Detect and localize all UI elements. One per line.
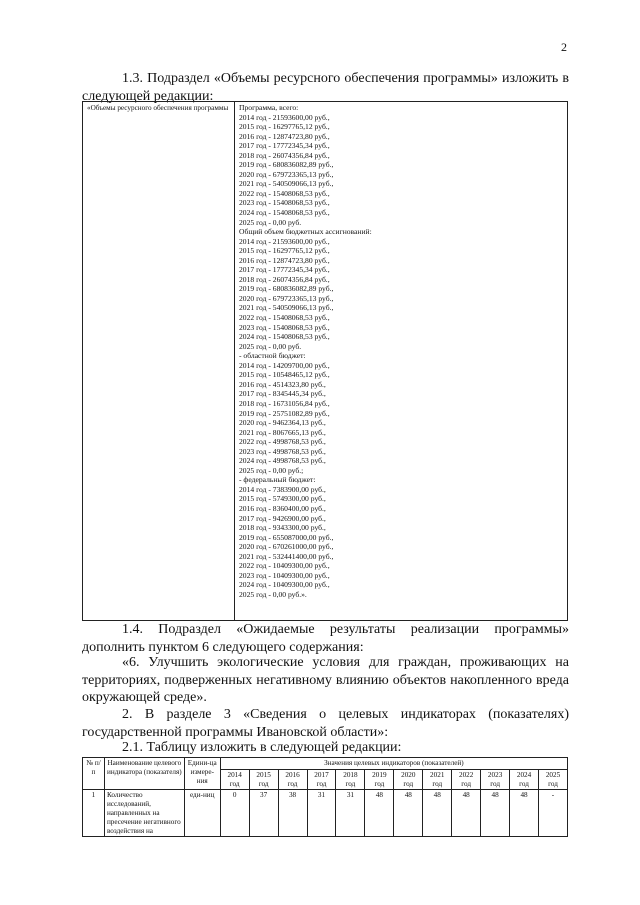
resource-table <box>82 101 568 621</box>
resource-line: 2018 год - 16731056,84 руб., <box>239 398 330 408</box>
resource-line: 2019 год - 25751082,89 руб., <box>239 408 330 418</box>
resource-line: 2023 год - 10409300,00 руб., <box>239 570 330 580</box>
resource-line: 2022 год - 15408068,53 руб., <box>239 188 330 198</box>
row-unit: еди-ниц <box>184 790 220 837</box>
resource-line: 2015 год - 16297765,12 руб., <box>239 122 330 132</box>
resource-line: 2016 год - 4514323,80 руб., <box>239 379 326 389</box>
resource-line: 2015 год - 10548465,12 руб., <box>239 370 330 380</box>
resource-line: 2017 год - 17772345,34 руб., <box>239 141 330 151</box>
resource-line: - федеральный бюджет: <box>239 475 316 485</box>
year-header: 2022 год <box>452 769 481 790</box>
year-header: 2024 год <box>510 769 539 790</box>
resource-line: 2019 год - 655087000,00 руб., <box>239 532 334 542</box>
resource-line: 2024 год - 15408068,53 руб., <box>239 332 330 342</box>
indicator-value: 48 <box>394 790 423 837</box>
resource-line: 2024 год - 15408068,53 руб., <box>239 208 330 218</box>
resource-line: 2015 год - 5749300,00 руб., <box>239 494 326 504</box>
resource-line: 2021 год - 540509066,13 руб., <box>239 303 334 313</box>
header-name: Наименование целевого индикатора (показателя) <box>104 758 184 790</box>
resource-line: 2016 год - 12874723,80 руб., <box>239 131 330 141</box>
year-header: 2020 год <box>394 769 423 790</box>
section-1-3-text: 1.3. Подраздел «Объемы ресурсного обеспечения программы» изложить в следующей редакции: <box>82 71 569 104</box>
resource-line: 2022 год - 10409300,00 руб., <box>239 561 330 571</box>
resource-line: 2024 год - 10409300,00 руб., <box>239 580 330 590</box>
year-header: 2021 год <box>423 769 452 790</box>
resource-line: 2024 год - 4998768,53 руб., <box>239 456 326 466</box>
resource-line: 2023 год - 4998768,53 руб., <box>239 446 326 456</box>
resource-line: 2016 год - 8360400,00 руб., <box>239 503 326 513</box>
resource-line: 2017 год - 8345445,34 руб., <box>239 389 326 399</box>
resource-line: 2014 год - 21593600,00 руб., <box>239 236 330 246</box>
year-header: 2016 год <box>278 769 307 790</box>
resource-table-label: «Объемы ресурсного обеспечения программы <box>83 102 235 620</box>
resource-line: 2025 год - 0,00 руб.». <box>239 589 307 599</box>
resource-line: 2025 год - 0,00 руб. <box>239 217 302 227</box>
year-header: 2015 год <box>249 769 278 790</box>
page-number: 2 <box>561 40 567 54</box>
resource-line: 2018 год - 26074356,84 руб., <box>239 150 330 160</box>
resource-table-values <box>235 102 567 620</box>
item-6-quote: «6. Улучшить экологические условия для граждан, проживающих на территориях, подверженных негативному влиянию объектов накопленного вреда окружающей среде». <box>82 655 569 705</box>
year-header: 2017 год <box>307 769 336 790</box>
resource-line: 2020 год - 9462364,13 руб., <box>239 418 326 428</box>
resource-line: 2014 год - 21593600,00 руб., <box>239 112 330 122</box>
resource-line: 2021 год - 8067665,13 руб., <box>239 427 326 437</box>
resource-line: 2021 год - 540509066,13 руб., <box>239 179 334 189</box>
resource-line: Программа, всего: <box>239 103 299 112</box>
header-unit: Едини-ца измере-ния <box>184 758 220 790</box>
indicator-value: 31 <box>336 790 365 837</box>
resource-line: 2015 год - 16297765,12 руб., <box>239 246 330 256</box>
section-2-1-text: 2.1. Таблицу изложить в следующей редакции: <box>122 740 402 755</box>
indicator-value: 37 <box>249 790 278 837</box>
row-number: 1 <box>83 790 105 837</box>
resource-line: 2025 год - 0,00 руб.; <box>239 465 304 475</box>
resource-line: 2023 год - 15408068,53 руб., <box>239 198 330 208</box>
resource-line: 2014 год - 14209700,00 руб., <box>239 360 330 370</box>
indicator-value: 31 <box>307 790 336 837</box>
resource-line: Общий объем бюджетных ассигнований: <box>239 227 372 237</box>
page-bottom-edge <box>0 895 640 905</box>
header-number: № п/п <box>83 758 105 790</box>
row-indicator-name: Количество исследований, направленных на пресечение негативного воздействия на <box>104 790 184 837</box>
resource-line: 2018 год - 9343300,00 руб., <box>239 523 326 533</box>
indicator-table <box>82 757 568 837</box>
resource-line: 2025 год - 0,00 руб. <box>239 341 302 351</box>
year-header: 2019 год <box>365 769 394 790</box>
year-header: 2023 год <box>481 769 510 790</box>
year-header: 2018 год <box>336 769 365 790</box>
resource-line: 2019 год - 680836082,89 руб., <box>239 284 334 294</box>
resource-line: 2020 год - 679723365,13 руб., <box>239 293 334 303</box>
resource-line: 2022 год - 4998768,53 руб., <box>239 437 326 447</box>
resource-line: 2022 год - 15408068,53 руб., <box>239 313 330 323</box>
section-2-text: 2. В разделе 3 «Сведения о целевых индикаторах (показателях) государственной программы Ивановской области»: <box>82 707 569 740</box>
resource-line: 2021 год - 532441400,00 руб., <box>239 551 334 561</box>
section-1-4-text: 1.4. Подраздел «Ожидаемые результаты реализации программы» дополнить пунктом 6 следующего содержания: <box>82 622 569 655</box>
resource-line: 2017 год - 17772345,34 руб., <box>239 265 330 275</box>
resource-line: 2018 год - 26074356,84 руб., <box>239 274 330 284</box>
indicator-value: 48 <box>423 790 452 837</box>
resource-line: 2014 год - 7383900,00 руб., <box>239 484 326 494</box>
indicator-value: 48 <box>452 790 481 837</box>
indicator-value: 48 <box>510 790 539 837</box>
resource-line: 2016 год - 12874723,80 руб., <box>239 255 330 265</box>
resource-line: 2020 год - 679723365,13 руб., <box>239 169 334 179</box>
resource-line: 2019 год - 680836082,89 руб., <box>239 160 334 170</box>
indicator-value: 48 <box>365 790 394 837</box>
indicator-value: - <box>539 790 568 837</box>
year-header: 2025 год <box>539 769 568 790</box>
header-values: Значения целевых индикаторов (показателей) <box>220 758 567 770</box>
resource-line: 2020 год - 670261000,00 руб., <box>239 542 334 552</box>
indicator-value: 0 <box>220 790 249 837</box>
year-header: 2014 год <box>220 769 249 790</box>
resource-line: 2023 год - 15408068,53 руб., <box>239 322 330 332</box>
indicator-value: 48 <box>481 790 510 837</box>
indicator-value: 38 <box>278 790 307 837</box>
resource-line: 2017 год - 9426900,00 руб., <box>239 513 326 523</box>
resource-line: - областной бюджет: <box>239 351 306 361</box>
